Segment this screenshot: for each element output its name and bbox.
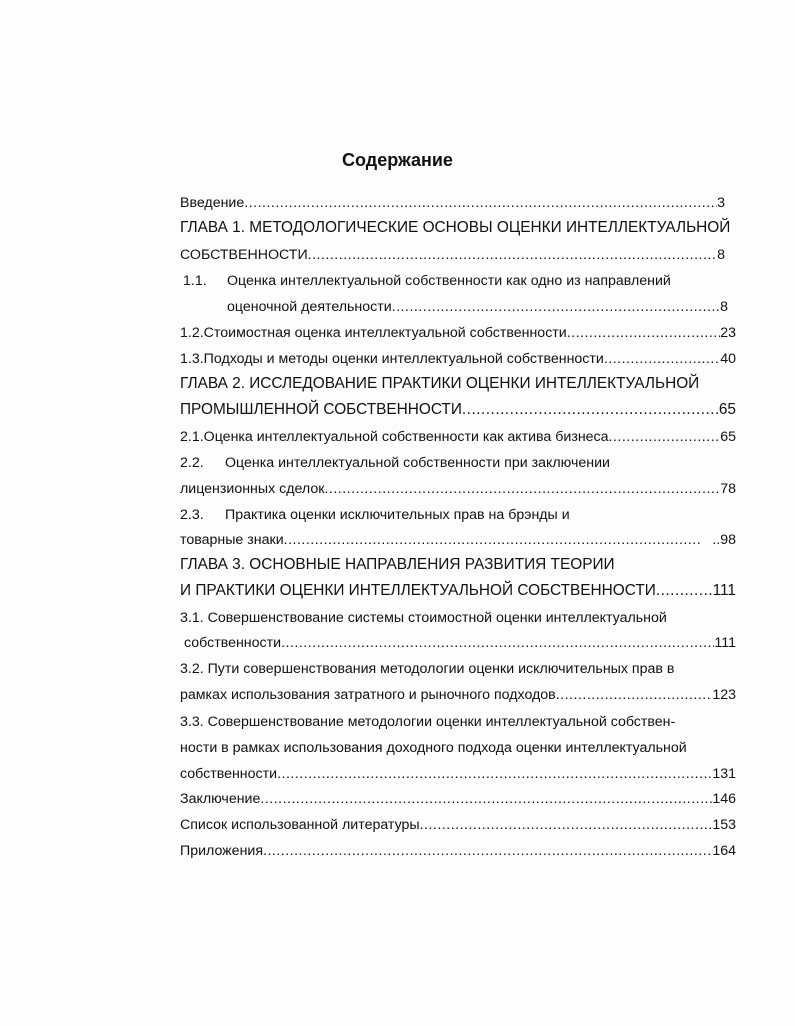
toc-entry-number: 2.1. [180,429,204,445]
dot-leader [244,193,717,213]
toc-entry-page: 8 [720,299,728,315]
dot-leader [609,427,721,447]
dot-leader [263,841,712,861]
toc-entry [180,400,736,420]
toc-entry-number: 1.3. [180,351,204,367]
toc-entry-text: товарные знаки [180,532,284,548]
toc-entry-page: 123 [712,687,736,703]
toc-entry-text: собственности [180,766,278,782]
toc-entry-text: ГЛАВА 3. ОСНОВНЫЕ НАПРАВЛЕНИЯ РАЗВИТИЯ ТЕОРИИ [180,556,615,573]
dot-leader [392,297,720,317]
toc-entry-page: ..98 [712,532,736,548]
toc-entry [180,427,736,447]
toc-entry-text: ГЛАВА 2. ИССЛЕДОВАНИЕ ПРАКТИКИ ОЦЕНКИ ИНТЕЛЛЕКТУАЛЬНОЙ [180,375,700,392]
toc-entry-page: 111 [714,635,736,651]
toc-entry [180,712,736,732]
toc-entry-text: Стоимостная оценка интеллектуальной собственности [203,325,567,341]
toc-entry [180,323,736,343]
toc-entry-text: Подходы и методы оценки интеллектуальной собственности [203,351,604,367]
dot-leader [556,685,713,705]
toc-entry-text: Оценка интеллектуальной собственности как одно из направлений [227,273,671,289]
toc-entry-text: Заключение [180,791,261,807]
toc-entry-number: 2.3. [180,507,204,523]
dot-leader [277,764,712,784]
toc-entry [180,789,736,809]
toc-entry [180,815,736,835]
toc-entry-text: ПРОМЫШЛЕННОЙ СОБСТВЕННОСТИ [180,401,462,418]
dot-leader [604,349,720,369]
page-title: Содержание [342,150,453,170]
toc-entry-text: 3.1. Совершенствование системы стоимостной оценки интеллектуальной [180,610,667,626]
toc-entry-number: 1.1. [183,273,207,289]
toc-entry [180,738,740,758]
toc-entry-text: Оценка интеллектуальной собственности как актива бизнеса [203,429,609,445]
toc-entry-page: 78 [720,481,736,497]
toc-entry [180,659,736,679]
toc-entry-page: 153 [712,817,736,833]
toc-entry-text: оценочной деятельности [227,299,392,315]
toc-chapter-heading [180,374,725,394]
toc-entry-text: собственности [184,635,282,651]
toc-chapter-heading [180,218,740,238]
dot-leader [462,400,719,420]
dot-leader [308,245,717,265]
dot-leader [284,530,701,550]
toc-entry-text: ГЛАВА 1. МЕТОДОЛОГИЧЕСКИЕ ОСНОВЫ ОЦЕНКИ ИНТЕЛЛЕКТУАЛЬНОЙ [180,219,731,236]
dot-leader [656,581,713,601]
dot-leader [260,789,712,809]
toc-entry-page: 23 [720,325,736,341]
toc-entry-page: 131 [712,766,736,782]
toc-entry-page: 40 [720,351,736,367]
toc-entry [184,633,736,653]
toc-entry-page: 146 [712,791,736,807]
toc-entry [180,193,725,213]
toc-entry-page: 8 [717,247,725,263]
toc-entry [180,608,736,628]
dot-leader [324,479,720,499]
toc-entry-page: 111 [712,582,736,599]
dot-leader [281,633,714,653]
toc-entry [180,505,725,525]
toc-entry [180,453,725,473]
toc-entry-text: ности в рамках использования доходного подхода оценки интеллектуальной [180,740,687,756]
toc-entry-text: рамках использования затратного и рыночного подходов [180,687,556,703]
dot-leader [420,815,713,835]
toc-entry [180,841,736,861]
toc-chapter-heading [180,555,725,575]
toc-entry-text: 3.2. Пути совершенствования методологии оценки исключительных прав в [180,661,675,677]
toc-entry [180,479,736,499]
toc-entry [180,245,725,265]
toc-entry-page: 164 [712,843,736,859]
toc-entry-text: Практика оценки исключительных прав на брэнды и [225,507,570,523]
toc-entry-text: Приложения [180,843,264,859]
toc-entry-page: 65 [718,401,736,418]
toc-entry [180,685,736,705]
toc-entry-number: 1.2. [180,325,204,341]
toc-entry [227,297,728,317]
toc-entry-text: СОБСТВЕННОСТИ [180,247,308,263]
toc-entry-text: Введение [180,195,245,211]
toc-entry-text: И ПРАКТИКИ ОЦЕНКИ ИНТЕЛЛЕКТУАЛЬНОЙ СОБСТВЕННОСТИ [180,582,656,599]
toc-entry [180,764,736,784]
dot-leader [567,323,721,343]
toc-entry [180,349,736,369]
toc-entry [180,581,736,601]
toc-entry-page: 3 [717,195,725,211]
toc-entry-text: Оценка интеллектуальной собственности при заключении [225,455,610,471]
toc-entry-number: 2.2. [180,455,204,471]
toc-entry-text: лицензионных сделок [180,481,325,497]
toc-entry [180,530,736,550]
toc-entry-text: Список использованной литературы [180,817,420,833]
toc-entry [183,271,728,291]
toc-entry-page: 65 [720,429,736,445]
toc-entry-text: 3.3. Совершенствование методологии оценки интеллектуальной собствен- [180,714,676,730]
